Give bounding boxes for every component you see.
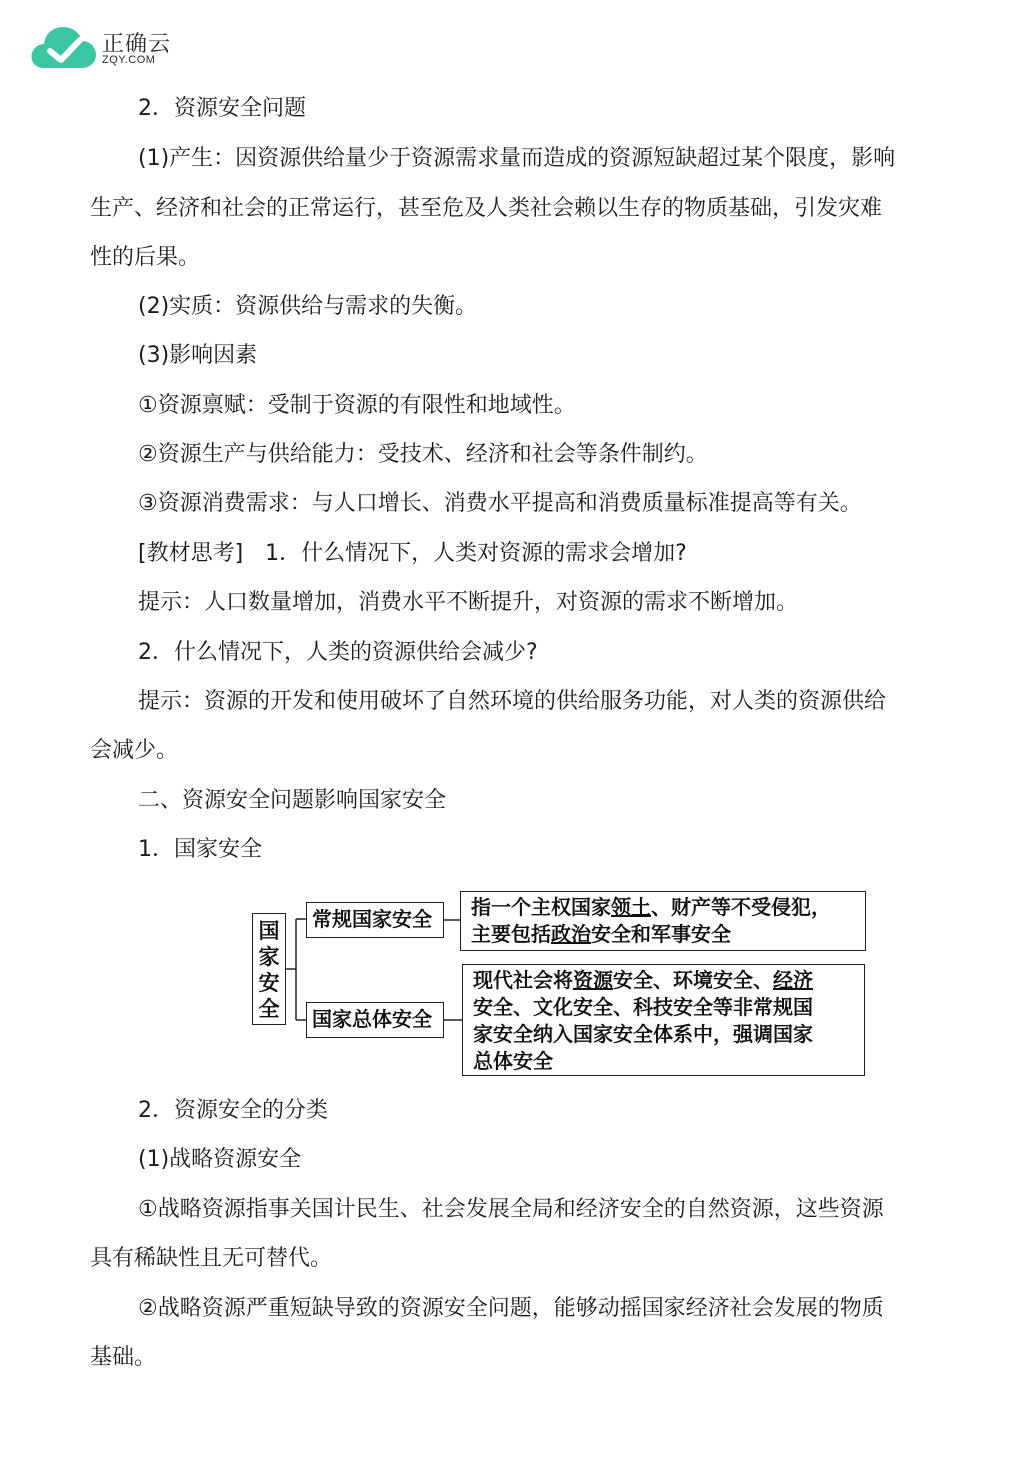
desc-underlined: 政治 — [551, 922, 591, 946]
hint: 提示：资源的开发和使用破坏了自然环境的供给服务功能，对人类的资源供给 — [138, 689, 887, 714]
paragraph-line: (1)产生：因资源供给量少于资源需求量而造成的资源短缺超过某个限度，影响 — [138, 146, 896, 171]
section-heading: 2．资源安全问题 — [138, 96, 306, 121]
desc-line — [471, 894, 855, 921]
subheading: (3)影响因素 — [138, 343, 258, 368]
desc-text: 安全、环境安全、 — [613, 968, 773, 992]
question: 2．什么情况下，人类的资源供给会减少? — [138, 640, 538, 665]
desc-text: 安全和军事安全 — [591, 922, 731, 946]
list-item: ③资源消费需求：与人口增长、消费水平提高和消费质量标准提高等有关。 — [138, 491, 862, 516]
desc-underlined: 经济 — [773, 968, 813, 992]
desc-line — [471, 921, 855, 948]
subheading: (1)战略资源安全 — [138, 1147, 302, 1172]
hint: 会减少。 — [90, 738, 179, 763]
conventional-security-box: 常规国家安全 — [306, 902, 444, 938]
paragraph-line: 性的后果。 — [90, 245, 201, 270]
paragraph-line: 生产、经济和社会的正常运行，甚至危及人类社会赖以生存的物质基础，引发灾难 — [90, 196, 883, 221]
root-char: 全 — [258, 996, 280, 1021]
hint: 提示：人口数量增加，消费水平不断提升，对资源的需求不断增加。 — [138, 590, 799, 615]
paragraph-line: ②战略资源严重短缺导致的资源安全问题，能够动摇国家经济社会发展的物质 — [138, 1296, 884, 1321]
paragraph-line: 具有稀缺性且无可替代。 — [90, 1246, 333, 1271]
overall-security-description — [462, 964, 865, 1076]
root-char: 家 — [258, 944, 280, 969]
list-item: ②资源生产与供给能力：受技术、经济和社会等条件制约。 — [138, 442, 708, 467]
logo-text: 正确云 — [102, 32, 172, 57]
overall-security-box: 国家总体安全 — [306, 1002, 444, 1038]
desc-text: 指一个主权国家 — [471, 895, 611, 919]
paragraph-line: ①战略资源指事关国计民生、社会发展全局和经济安全的自然资源，这些资源 — [138, 1197, 884, 1222]
section-heading: 二、资源安全问题影响国家安全 — [138, 788, 447, 813]
question: [教材思考] 1．什么情况下，人类对资源的需求会增加? — [138, 541, 687, 566]
desc-line: 总体安全 — [473, 1049, 553, 1073]
desc-line: 家安全纳入国家安全体系中，强调国家 — [473, 1022, 813, 1046]
subheading: 1．国家安全 — [138, 837, 262, 862]
desc-text: 主要包括 — [471, 922, 551, 946]
root-char: 国 — [258, 918, 280, 943]
logo — [30, 22, 190, 72]
desc-underlined: 资源 — [573, 968, 613, 992]
paragraph-line: (2)实质：资源供给与需求的失衡。 — [138, 294, 478, 319]
subheading: 2．资源安全的分类 — [138, 1098, 328, 1123]
desc-line — [473, 967, 854, 994]
logo-domain: ZQY.COM — [102, 54, 156, 66]
root-char: 安 — [258, 970, 280, 995]
diagram-root-national-security — [252, 913, 286, 1025]
paragraph-line: 基础。 — [90, 1345, 157, 1370]
conventional-security-description — [460, 891, 866, 951]
desc-text: 现代社会将 — [473, 968, 573, 992]
national-security-diagram — [250, 885, 870, 1080]
desc-line: 安全、文化安全、科技安全等非常规国 — [473, 995, 813, 1019]
cloud-check-icon — [30, 22, 98, 72]
desc-underlined: 领土 — [611, 895, 651, 919]
list-item: ①资源禀赋：受制于资源的有限性和地域性。 — [138, 393, 576, 418]
desc-text: 、财产等不受侵犯， — [651, 895, 831, 919]
